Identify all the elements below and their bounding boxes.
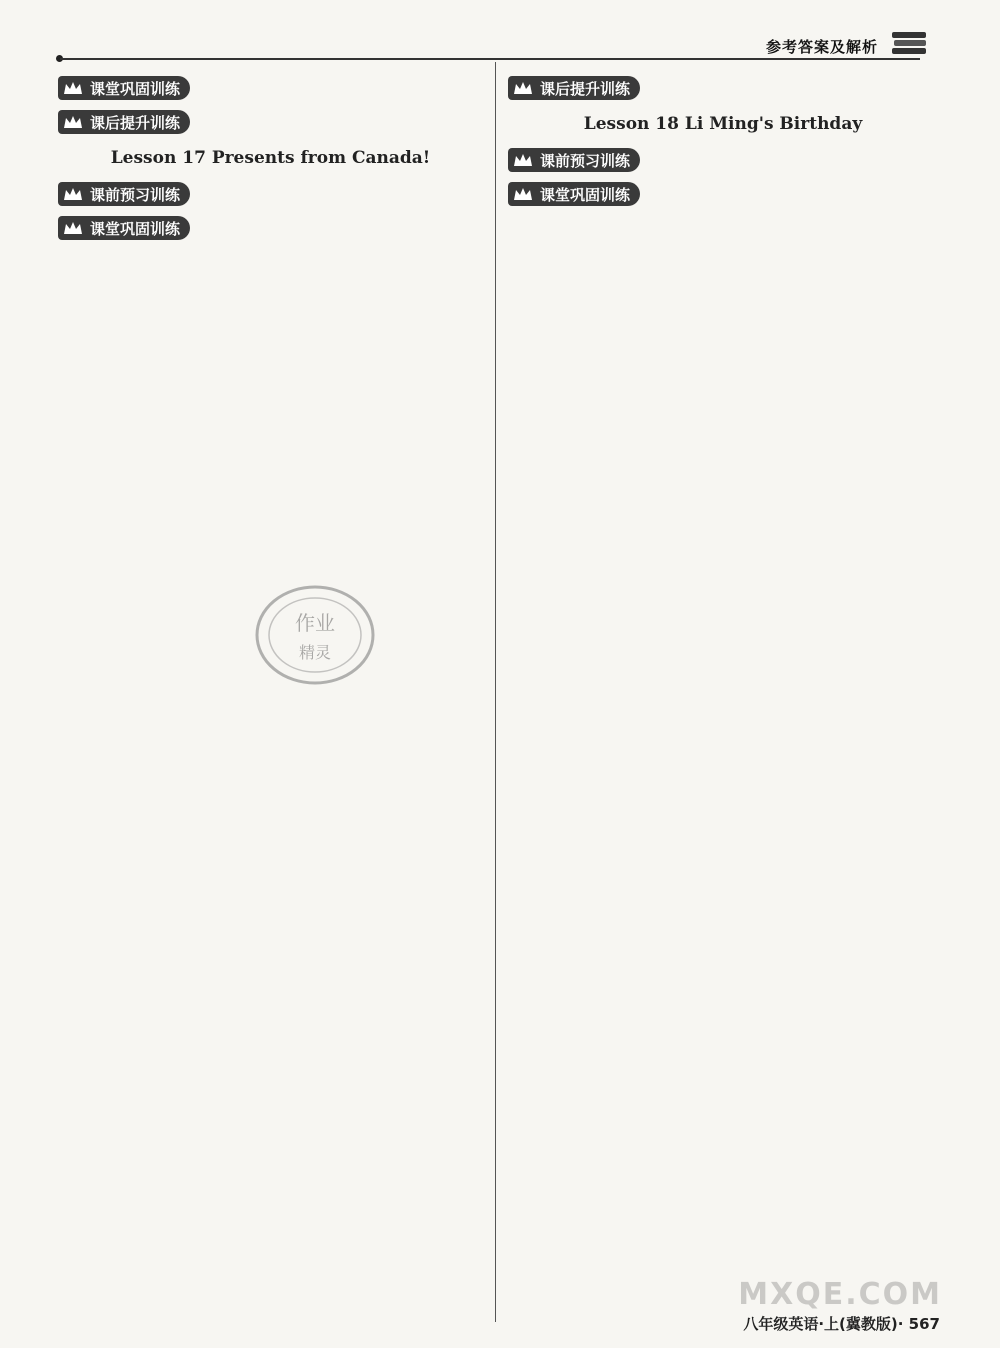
column-divider	[495, 62, 496, 1322]
stamp-text-2: 精灵	[298, 643, 332, 662]
crown-icon	[62, 219, 84, 237]
section-badge-label: 课前预习训练	[540, 151, 631, 170]
crown-icon	[62, 185, 84, 203]
section-badge-label: 课后提升训练	[90, 113, 181, 132]
page-footer: 八年级英语·上(冀教版)· 567	[743, 1315, 940, 1333]
section-badge	[58, 182, 190, 206]
page-header-title: 参考答案及解析	[765, 38, 878, 56]
stamp-text-1: 作业	[295, 611, 335, 635]
section-badge-label: 课后提升训练	[540, 79, 631, 98]
crown-icon	[62, 79, 84, 97]
section-badge-label: 课前预习训练	[90, 185, 181, 204]
left-column	[58, 70, 483, 244]
section-badge	[58, 110, 190, 134]
header-rule	[60, 58, 920, 60]
right-column	[508, 70, 938, 210]
books-icon	[890, 28, 930, 58]
lesson-title: Lesson 18 Li Ming's Birthday	[583, 114, 863, 134]
section-badge-label: 课堂巩固训练	[90, 79, 181, 98]
crown-icon	[62, 113, 84, 131]
watermark-logo: MXQE.COM	[738, 1277, 942, 1312]
crown-icon	[512, 79, 534, 97]
crown-icon	[512, 151, 534, 169]
section-badge	[58, 216, 190, 240]
stamp-logo	[250, 580, 380, 690]
section-badge	[58, 76, 190, 100]
section-badge-label: 课堂巩固训练	[90, 219, 181, 238]
section-badge-label: 课堂巩固训练	[540, 185, 631, 204]
section-badge	[508, 182, 640, 206]
crown-icon	[512, 185, 534, 203]
section-badge	[508, 76, 640, 100]
lesson-title: Lesson 17 Presents from Canada!	[110, 148, 431, 168]
section-badge	[508, 148, 640, 172]
